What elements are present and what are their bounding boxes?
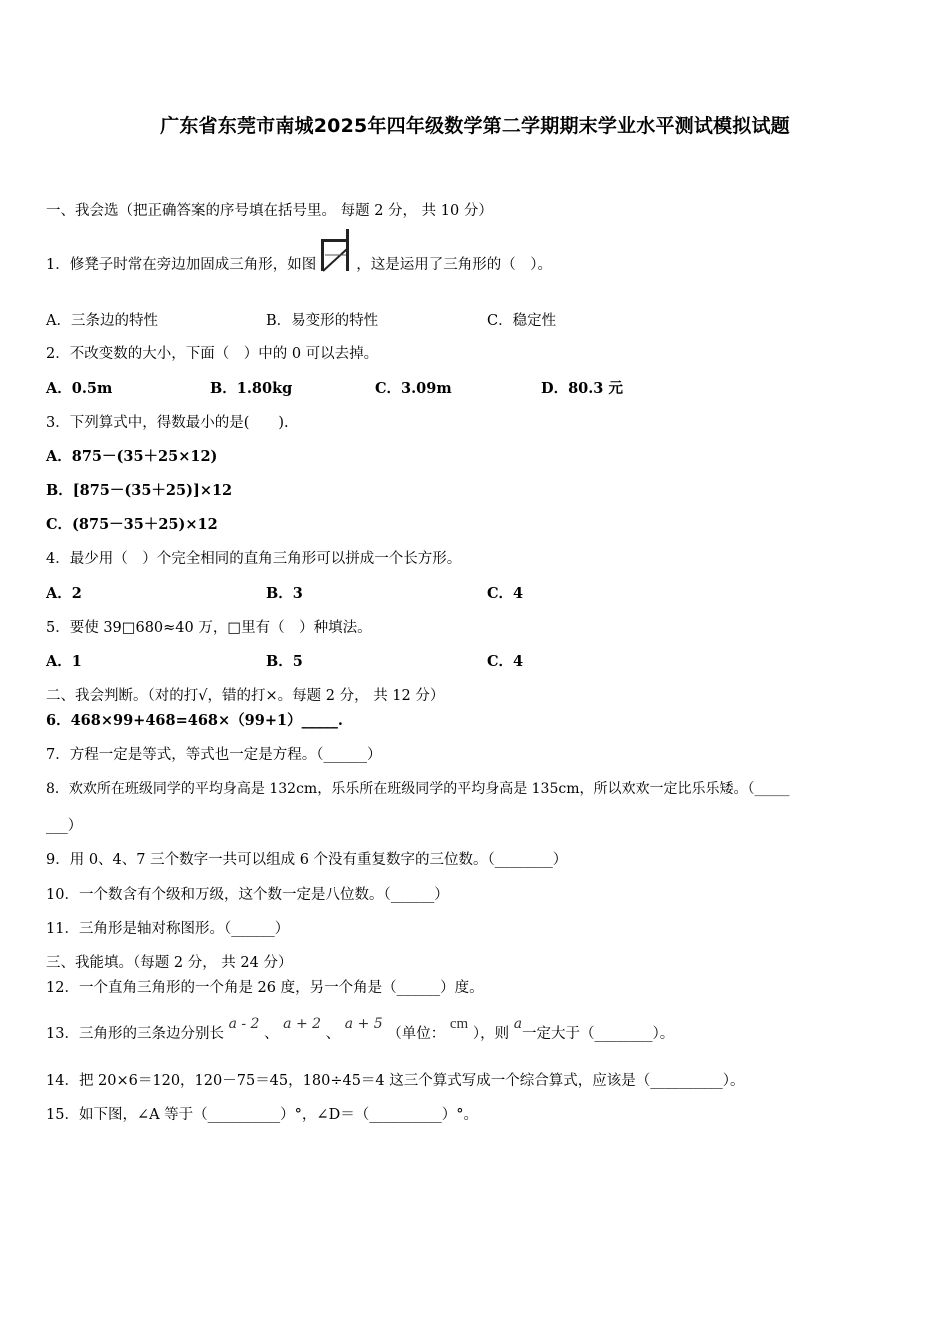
stool-diagram xyxy=(318,251,354,279)
q13-sep-2: 、 xyxy=(325,1026,341,1042)
question-5: 5．要使 39□680≈40 万，□里有（ ）种填法。 xyxy=(46,620,372,636)
q13-sep-1: 、 xyxy=(264,1026,279,1042)
section-1-heading: 一、我会选（把正确答案的序号填在括号里。 每题 2 分， 共 10 分） xyxy=(46,203,493,219)
question-13 xyxy=(46,1016,675,1044)
q4-option-b[interactable]: B．3 xyxy=(266,585,303,602)
question-7: 7．方程一定是等式，等式也一定是方程。（______） xyxy=(46,747,382,763)
q13-expr-3: a + 5 xyxy=(344,1016,383,1032)
q13-expr-1: a - 2 xyxy=(228,1016,260,1032)
section-3-heading: 三、我能填。（每题 2 分， 共 24 分） xyxy=(46,955,293,971)
q2-option-b[interactable]: B．1.80kg xyxy=(210,380,293,397)
question-10: 10．一个数含有个级和万级，这个数一定是八位数。（______） xyxy=(46,887,449,903)
q5-option-b[interactable]: B．5 xyxy=(266,653,303,670)
q5-option-c[interactable]: C．4 xyxy=(487,653,524,670)
question-1-text-after: ，这是运用了三角形的（ ）。 xyxy=(356,257,552,273)
question-1-text-before: 1．修凳子时常在旁边加固成三角形，如图 xyxy=(46,257,317,273)
question-8-continued: ___） xyxy=(46,818,83,834)
question-1 xyxy=(46,251,552,279)
question-3: 3．下列算式中，得数最小的是( ). xyxy=(46,415,289,431)
q13-unit: cm xyxy=(449,1016,469,1032)
page-title: 广东省东莞市南城2025年四年级数学第二学期期末学业水平测试模拟试题 xyxy=(160,115,790,137)
q4-option-c[interactable]: C．4 xyxy=(487,585,524,602)
q13-text-end: 一定大于（________）。 xyxy=(522,1026,675,1042)
question-15: 15．如下图，∠A 等于（__________）°，∠D＝（__________）°。 xyxy=(46,1107,478,1123)
question-11: 11．三角形是轴对称图形。（______） xyxy=(46,921,290,937)
question-14: 14．把 20×6＝120，120－75＝45，180÷45＝4 这三个算式写成一个综合算式，应该是（__________）。 xyxy=(46,1073,745,1089)
q1-option-b[interactable]: B．易变形的特性 xyxy=(266,313,379,329)
question-6: 6．468×99+468=468×（99+1）_____. xyxy=(46,712,343,729)
q3-option-c[interactable]: C．(875－35＋25)×12 xyxy=(46,516,218,533)
q4-option-a[interactable]: A．2 xyxy=(46,585,82,602)
question-12: 12．一个直角三角形的一个角是 26 度，另一个角是（______）度。 xyxy=(46,980,484,996)
q13-expr-2: a + 2 xyxy=(283,1016,322,1032)
q3-option-a[interactable]: A．875－(35＋25×12) xyxy=(46,448,218,465)
question-9: 9．用 0、4、7 三个数字一共可以组成 6 个没有重复数字的三位数。（________） xyxy=(46,852,568,868)
question-2: 2．不改变数的大小，下面（ ）中的 0 可以去掉。 xyxy=(46,346,379,362)
question-4: 4．最少用（ ）个完全相同的直角三角形可以拼成一个长方形。 xyxy=(46,551,462,567)
q3-option-b[interactable]: B．[875－(35＋25)]×12 xyxy=(46,482,233,499)
q1-option-c[interactable]: C．稳定性 xyxy=(487,313,557,329)
q5-option-a[interactable]: A．1 xyxy=(46,653,82,670)
question-8: 8．欢欢所在班级同学的平均身高是 132cm，乐乐所在班级同学的平均身高是 135cm，所以欢欢一定比乐乐矮。（_____ xyxy=(46,781,790,797)
q13-text-start: 13．三角形的三条边分别长 xyxy=(46,1026,224,1042)
q2-option-a[interactable]: A．0.5m xyxy=(46,380,113,397)
q1-option-a[interactable]: A．三条边的特性 xyxy=(46,313,158,329)
q13-unit-label: （单位： xyxy=(387,1026,446,1042)
section-2-heading: 二、我会判断。（对的打√，错的打×。每题 2 分， 共 12 分） xyxy=(46,688,445,704)
q13-then: ），则 xyxy=(472,1026,510,1042)
q2-option-c[interactable]: C．3.09m xyxy=(375,380,452,397)
q13-var: a xyxy=(513,1016,523,1032)
q2-option-d[interactable]: D．80.3 元 xyxy=(541,380,623,397)
